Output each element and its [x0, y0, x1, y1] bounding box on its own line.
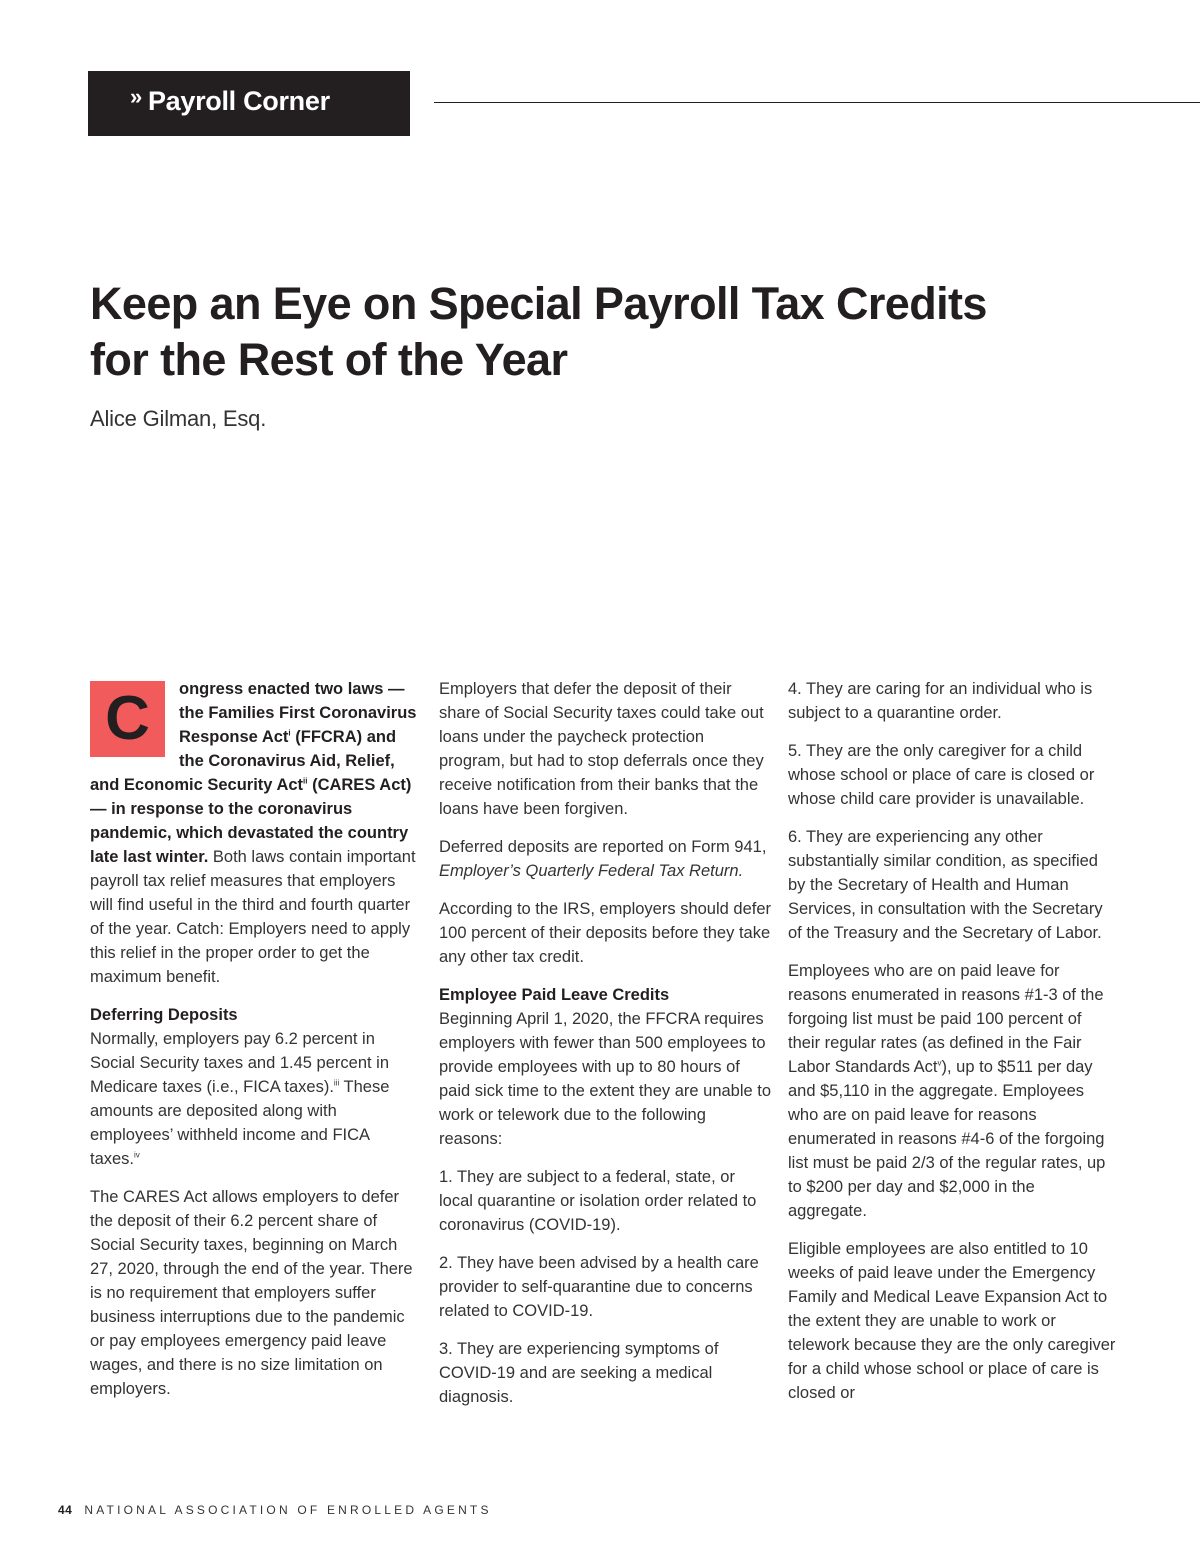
lead-text-c: (CARES Act) — in response to the coronavirus pandemic, which devastated the country late last winter.: [90, 776, 412, 866]
chevron-right-icon: »: [130, 84, 142, 109]
pay-paragraph: [788, 959, 1118, 1223]
drop-cap: C: [90, 681, 165, 757]
publication-name: NATIONAL ASSOCIATION OF ENROLLED AGENTS: [84, 1503, 492, 1517]
lead-text-b: (FFCRA) and the Coronavirus Aid, Relief, and Economic Security Act: [90, 728, 397, 794]
deferring-text-a: Normally, employers pay 6.2 percent in Social Security taxes and 1.45 percent in Medicare taxes (i.e., FICA taxes).: [90, 1030, 390, 1096]
page-number: 44: [58, 1503, 73, 1517]
footnote-ref: v: [937, 1058, 942, 1068]
page-footer: [58, 1503, 492, 1517]
intro-rest: Both laws contain important payroll tax relief measures that employers will find useful in the third and fourth quarter of the year. Catch: Employers need to apply this relief in the proper order to get the maximum benefit.: [90, 848, 416, 986]
pay-text-b: ), up to $511 per day and $5,110 in the aggregate. Employees who are on paid leave for reasons enumerated in reasons #4-6 of the forgoing list must be paid 2/3 of the regular rates, up to $200 per day and $2,000 in the aggregate.: [788, 1058, 1106, 1220]
footnote-ref: iv: [134, 1150, 140, 1160]
irs-paragraph: According to the IRS, employers should defer 100 percent of their deposits before they take any other tax credit.: [439, 900, 772, 966]
section-label: Payroll Corner: [147, 86, 330, 116]
lead-text-a: ongress enacted two laws — the Families First Coronavirus Response Act: [179, 680, 417, 746]
article-title: [90, 276, 990, 388]
column-3: [788, 677, 1118, 1405]
footnote-ref: iii: [333, 1078, 340, 1088]
reason-3: 3. They are experiencing symptoms of COVID-19 and are seeking a medical diagnosis.: [439, 1340, 719, 1406]
article-author: Alice Gilman, Esq.: [90, 406, 267, 431]
reason-4: 4. They are caring for an individual who is subject to a quarantine order.: [788, 680, 1093, 722]
leave-paragraph: [439, 983, 773, 1151]
pay-text-a: Employees who are on paid leave for reasons enumerated in reasons #1-3 of the forgoing list must be paid 100 percent of their regular rates (as defined in the Fair Labor Standards Act: [788, 962, 1104, 1076]
reason-5: 5. They are the only caregiver for a child whose school or place of care is closed or whose child care provider is unavailable.: [788, 742, 1095, 808]
section-tag: [88, 71, 410, 136]
footnote-ref: ii: [303, 776, 308, 786]
title-line-2: for the Rest of the Year: [90, 334, 568, 385]
deferring-paragraph: [90, 1003, 420, 1171]
loans-paragraph: Employers that defer the deposit of their share of Social Security taxes could take out loans under the paycheck protection program, but had to stop deferrals once they receive notification from their banks that the loans have been forgiven.: [439, 680, 764, 818]
eligible-paragraph: Eligible employees are also entitled to 10 weeks of paid leave under the Emergency Family and Medical Leave Expansion Act to the extent they are unable to work or telework because they are the only caregiver for a child whose school or place of care is closed or: [788, 1240, 1116, 1402]
form-text: Deferred deposits are reported on Form 941,: [439, 838, 767, 856]
reason-2: 2. They have been advised by a health care provider to self-quarantine due to concerns related to COVID-19.: [439, 1254, 759, 1320]
subhead-deferring: Deferring Deposits: [90, 1006, 238, 1024]
subhead-leave: Employee Paid Leave Credits: [439, 986, 670, 1004]
intro-paragraph: [90, 677, 420, 989]
reason-1: 1. They are subject to a federal, state, or local quarantine or isolation order related to coronavirus (COVID-19).: [439, 1168, 757, 1234]
cares-paragraph: The CARES Act allows employers to defer the deposit of their 6.2 percent share of Social Security taxes, beginning on March 27, 2020, through the end of the year. There is no requirement that employers suffer business interruptions due to the pandemic or pay employees emergency paid leave wages, and there is no size limitation on employers.: [90, 1188, 413, 1398]
column-1: [90, 677, 420, 1415]
title-line-1: Keep an Eye on Special Payroll Tax Credits: [90, 278, 987, 329]
reason-6: 6. They are experiencing any other substantially similar condition, as specified by the Secretary of Health and Human Services, in consultation with the Secretary of the Treasury and the Secretary of Labor.: [788, 828, 1103, 942]
form-paragraph: [439, 835, 773, 883]
leave-text: Beginning April 1, 2020, the FFCRA requires employers with fewer than 500 employees to provide employees with up to 80 hours of paid sick time to the extent they are unable to work or telework due to the following reasons:: [439, 1010, 772, 1148]
deferring-text-b: These amounts are deposited along with employees’ withheld income and FICA taxes.: [90, 1078, 390, 1168]
form-title: Employer’s Quarterly Federal Tax Return.: [439, 862, 744, 880]
footnote-ref: i: [288, 728, 291, 738]
header-rule: [434, 102, 1200, 103]
column-2: [439, 677, 773, 1423]
